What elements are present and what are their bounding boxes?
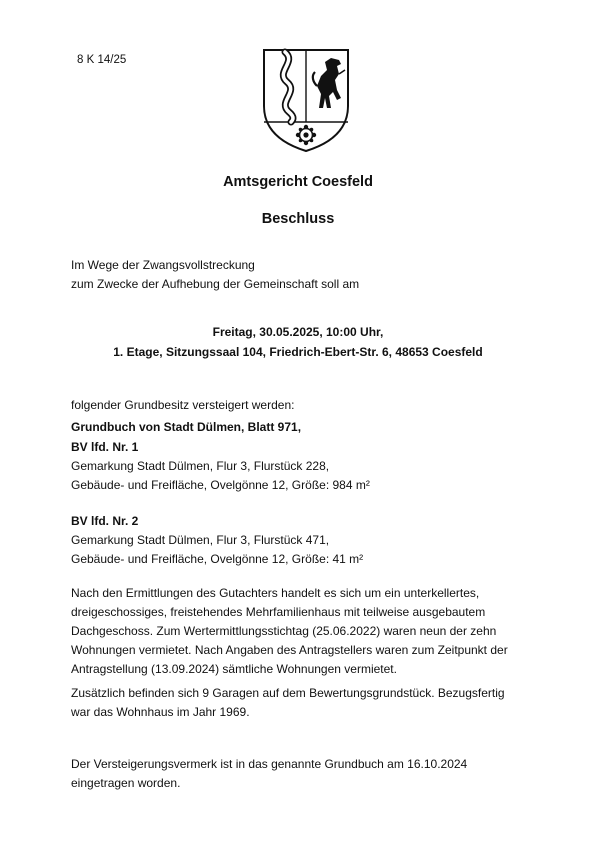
intro-line-1: Im Wege der Zwangsvollstreckung — [71, 258, 255, 272]
document-heading: Beschluss — [261, 211, 335, 227]
garages-line-1: Zusätzlich befinden sich 9 Garagen auf dem Bewertungsgrundstück. Bezugsfertig — [71, 686, 505, 700]
description-line-2: dreigeschossiges, freistehendes Mehrfamilienhaus mit teilweise ausgebautem — [71, 605, 486, 619]
intro-line-2: zum Zwecke der Aufhebung der Gemeinschaft soll am — [71, 277, 360, 291]
auction-location: 1. Etage, Sitzungssaal 104, Friedrich-Ebert-Str. 6, 48653 Coesfeld — [113, 345, 483, 359]
entry-2-line-1: Gemarkung Stadt Dülmen, Flur 3, Flurstück 471, — [71, 533, 330, 547]
land-register-reference: Grundbuch von Stadt Dülmen, Blatt 971, — [71, 420, 302, 434]
garages-line-2: war das Wohnhaus im Jahr 1969. — [71, 705, 250, 719]
description-line-3: Dachgeschoss. Zum Wertermittlungsstichtag (25.06.2022) waren neun der zehn — [71, 624, 497, 638]
description-line-1: Nach den Ermittlungen des Gutachters handelt es sich um ein unterkellertes, — [71, 586, 480, 600]
entry-1-title: BV lfd. Nr. 1 — [71, 440, 139, 454]
entry-2-line-2: Gebäude- und Freifläche, Ovelgönne 12, Größe: 41 m² — [71, 552, 364, 566]
court-name: Amtsgericht Coesfeld — [223, 174, 373, 190]
entry-1-line-1: Gemarkung Stadt Dülmen, Flur 3, Flurstück 228, — [71, 459, 330, 473]
registration-line-2: eingetragen worden. — [71, 776, 181, 790]
registration-line-1: Der Versteigerungsvermerk ist in das genannte Grundbuch am 16.10.2024 — [71, 757, 468, 771]
description-line-4: Wohnungen vermietet. Nach Angaben des Antragstellers waren zum Zeitpunkt der — [71, 643, 508, 657]
description-line-5: Antragstellung (13.09.2024) sämtliche Wohnungen vermietet. — [71, 662, 397, 676]
nrw-coat-of-arms-icon — [261, 46, 351, 154]
entry-2-title: BV lfd. Nr. 2 — [71, 514, 139, 528]
auction-date-time: Freitag, 30.05.2025, 10:00 Uhr, — [212, 325, 384, 339]
entry-1-line-2: Gebäude- und Freifläche, Ovelgönne 12, Größe: 984 m² — [71, 478, 370, 492]
file-number: 8 K 14/25 — [77, 54, 127, 66]
property-lead: folgender Grundbesitz versteigert werden: — [71, 398, 295, 412]
